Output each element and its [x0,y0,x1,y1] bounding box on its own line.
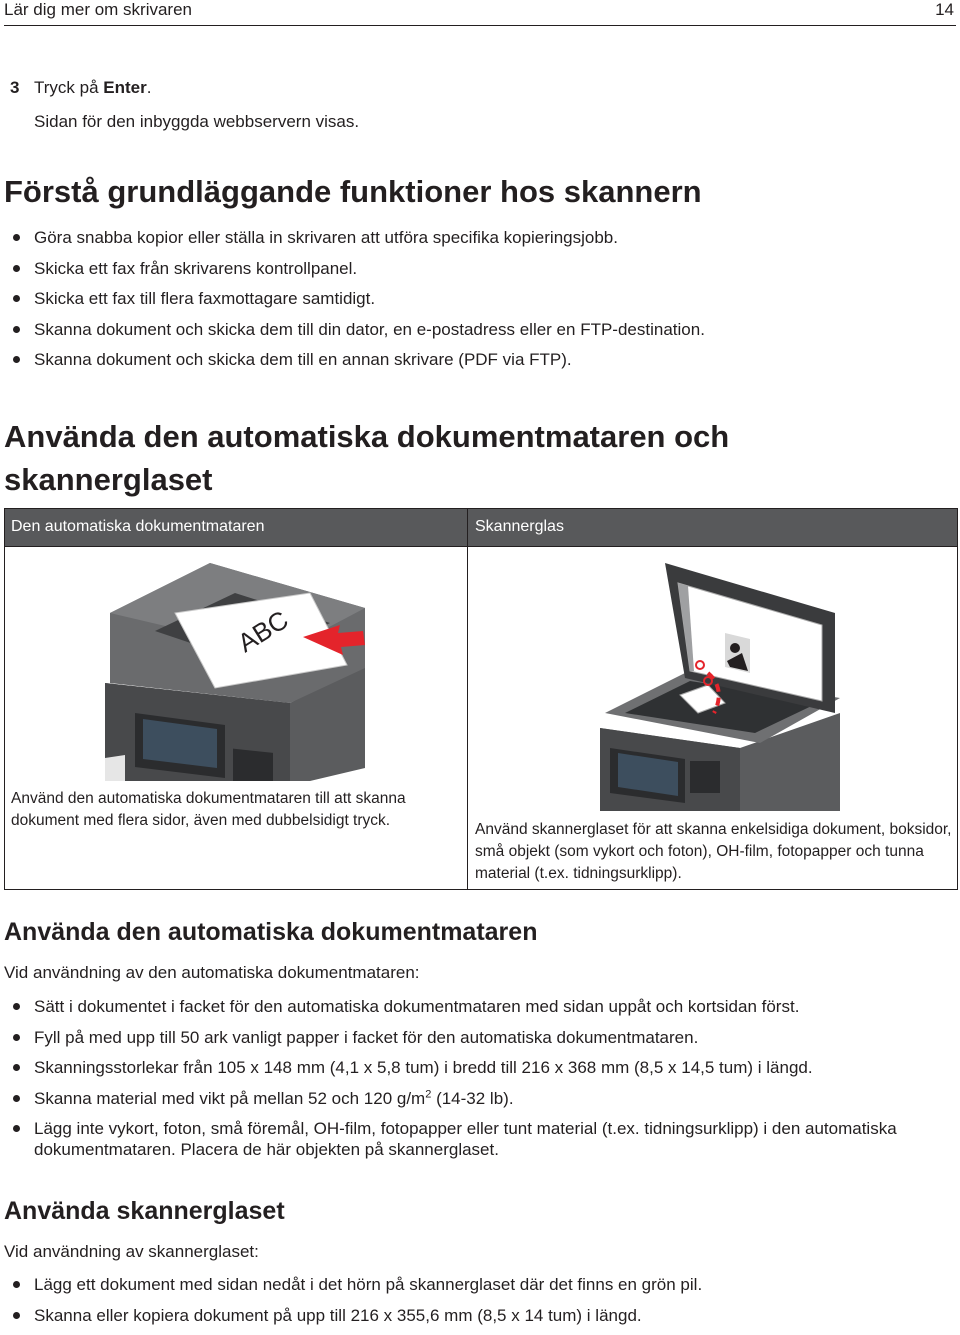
heading-using-glass: Använda skannerglaset [4,1197,285,1225]
list-item: Lägg ett dokument med sidan nedåt i det hörn på skannerglaset där det finns en grön pil. [12,1274,957,1295]
adf-printer-illustration [65,553,425,781]
col-header-glass: Skannerglas [475,518,564,535]
weight-text: Skanna material med vikt på mellan 52 och 120 g/m [34,1088,426,1108]
heading-scanner-functions: Förstå grundläggande funktioner hos skannern [4,174,702,209]
glass-intro: Vid användning av skannerglaset: [4,1242,259,1261]
heading-adf-and-glass [4,415,729,501]
list-item: Lägg inte vykort, foton, små föremål, OH-film, fotopapper eller tunt material (t.ex. tidningsurklipp) i den automatiska dokumentmataren. Placera de här objekten på skannerglaset. [12,1118,957,1160]
step-text [34,78,151,97]
list-item: Skanna dokument och skicka dem till din dator, en e-postadress eller en FTP-destination. [12,319,957,340]
list-item [12,1088,957,1109]
heading-using-adf: Använda den automatiska dokumentmataren [4,918,538,946]
weight-superscript: 2 [425,1088,432,1101]
list-item: Skanningsstorlekar från 105 x 148 mm (4,1 x 5,8 tum) i bredd till 216 x 368 mm (8,5 x 14,5 tum) i längd. [12,1057,957,1078]
glass-description: Använd skannerglaset för att skanna enkelsidiga dokument, boksidor, små objekt (som vykort och foton), OH-film, fotopapper och tunna material (t.ex. tidningsurklipp). [475,821,952,882]
step-text-after: . [146,78,152,97]
column-divider [467,509,468,889]
list-item: Skanna dokument och skicka dem till en annan skrivare (PDF via FTP). [12,349,957,370]
list-item: Göra snabba kopior eller ställa in skrivaren att utföra specifika kopieringsjobb. [12,227,957,248]
step-bold-key: Enter [103,78,147,97]
list-item: Sätt i dokumentet i facket för den automatiska dokumentmataren med sidan uppåt och kortsidan först. [12,996,957,1017]
heading-line-1: Använda den automatiska dokumentmataren och [4,419,730,454]
glass-usage-list [12,1274,957,1335]
list-item: Skicka ett fax från skrivarens kontrollpanel. [12,258,957,279]
list-item: Skicka ett fax till flera faxmottagare samtidigt. [12,288,957,309]
page-number: 14 [935,0,954,19]
step-3 [10,78,151,98]
heading-line-2: skannerglaset [4,462,213,497]
scanner-functions-list [12,227,957,380]
step-number: 3 [10,78,20,97]
comparison-table [4,508,958,890]
list-item: Fyll på med upp till 50 ark vanligt papper i facket för den automatiska dokumentmataren. [12,1027,957,1048]
list-item: Skanna eller kopiera dokument på upp till 216 x 355,6 mm (8,5 x 14 tum) i längd. [12,1305,957,1326]
step-result: Sidan för den inbyggda webbservern visas. [34,112,360,131]
table-header [5,509,957,547]
adf-usage-list [12,996,957,1170]
scanner-glass-illustration [590,553,890,813]
section-title: Lär dig mer om skrivaren [4,0,193,19]
paper-label: ABC [232,604,294,659]
step-text-before: Tryck på [34,78,104,97]
page-header [0,0,960,26]
adf-description: Använd den automatiska dokumentmataren till att skanna dokument med flera sidor, även med dubbelsidigt tryck. [11,790,406,829]
weight-text-after: (14-32 lb). [431,1088,514,1108]
header-rule [4,25,956,26]
adf-intro: Vid användning av den automatiska dokumentmataren: [4,963,420,982]
col-header-adf: Den automatiska dokumentmataren [11,518,265,535]
